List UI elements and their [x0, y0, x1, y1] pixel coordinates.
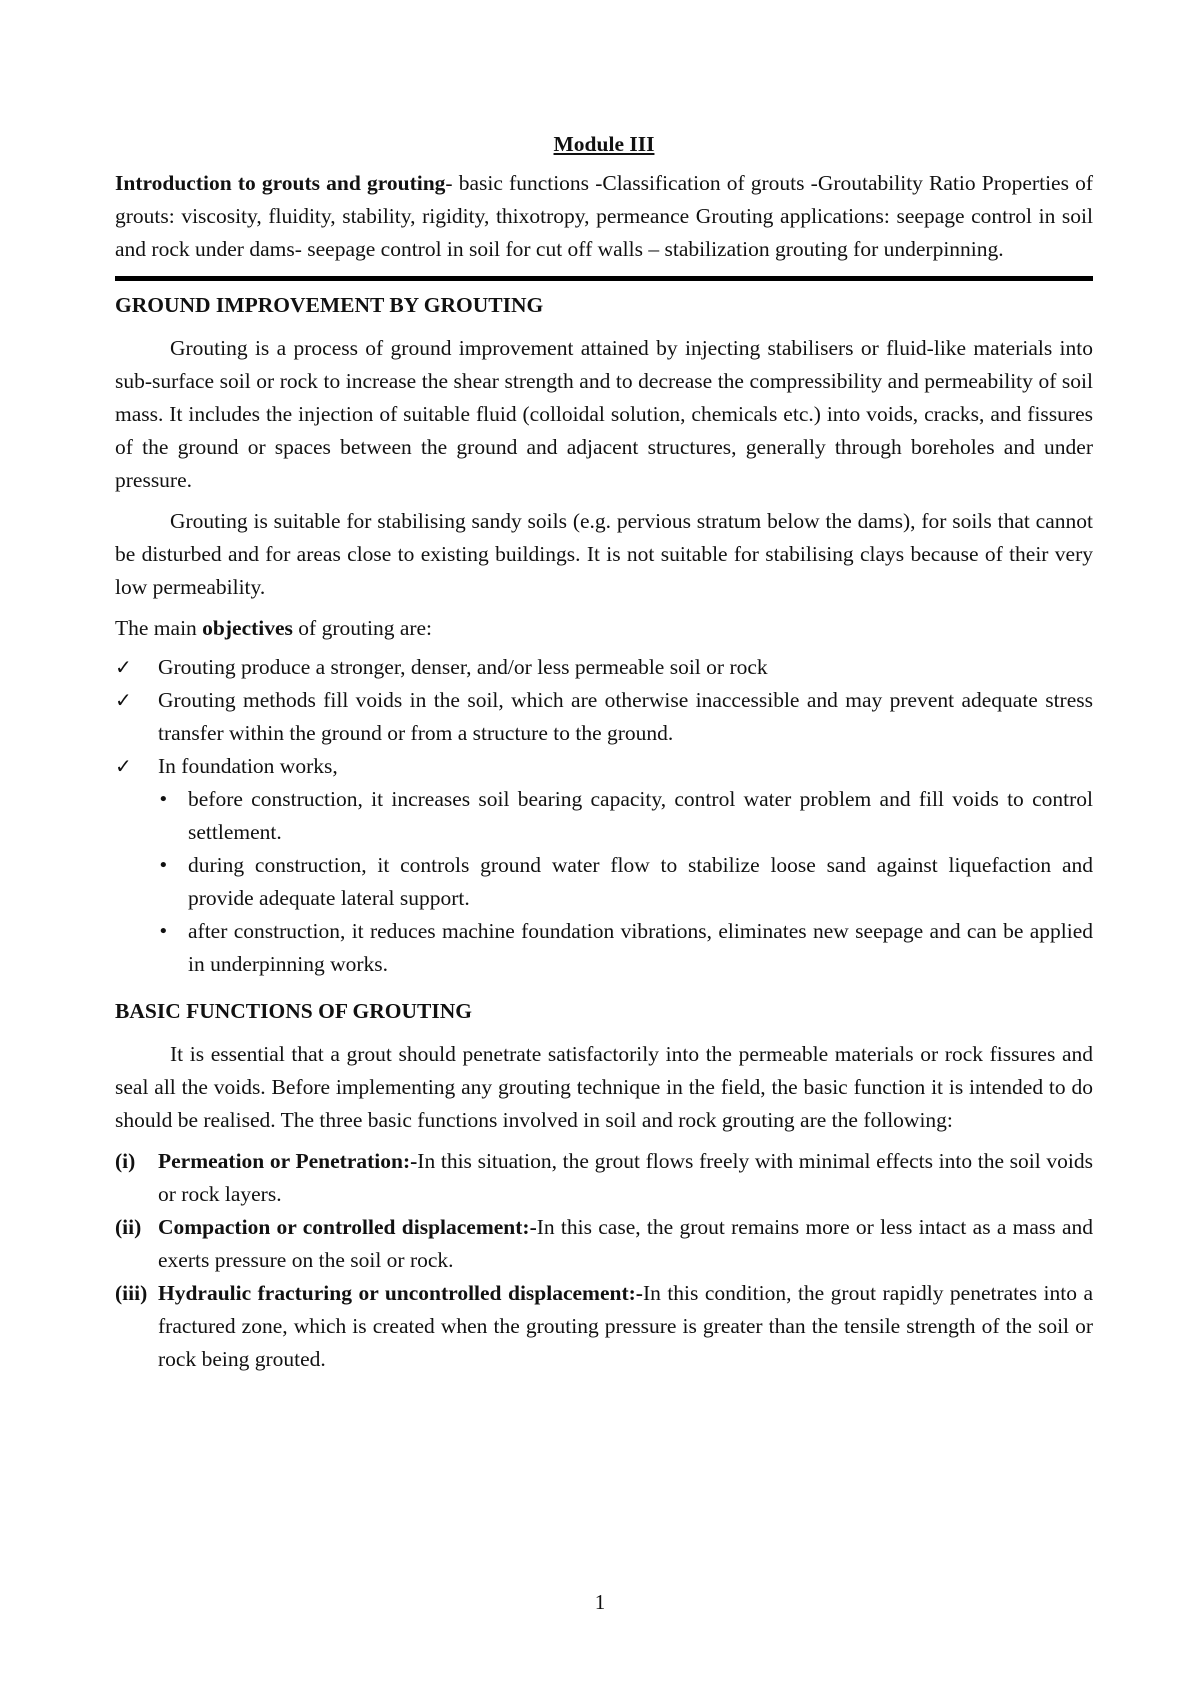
objectives-suffix: of grouting are:	[292, 616, 433, 640]
item-number: (i)	[115, 1149, 136, 1173]
section-heading-basic-functions: BASIC FUNCTIONS OF GROUTING	[115, 999, 472, 1023]
objective-text: Grouting methods fill voids in the soil, which are otherwise inaccessible and may prevent adequate stress transfer within the ground or from a structure to the ground.	[158, 688, 1093, 745]
paragraph-grouting-suitability: Grouting is suitable for stabilising sandy soils (e.g. pervious stratum below the dams), for soils that cannot be disturbed and for areas close to existing buildings. It is not suitable for stabilising clays because of their very low permeability.	[115, 509, 1093, 599]
foundation-works-list	[115, 783, 1093, 981]
list-item	[158, 915, 1093, 981]
section-heading-ground-improvement: GROUND IMPROVEMENT BY GROUTING	[115, 293, 544, 317]
intro-text: - basic functions -Classification of grouts -Groutability Ratio Properties of grouts: viscosity, fluidity, stability, rigidity, thixotropy, permeance Grouting applications: seepage control in soil and rock under dams- seepage control in soil for cut off walls – stabilization grouting for underpinning.	[115, 171, 1093, 261]
function-title: Compaction or controlled displacement:-	[158, 1215, 537, 1239]
paragraph-grouting-definition: Grouting is a process of ground improvement attained by injecting stabilisers or fluid-like materials into sub-surface soil or rock to increase the shear strength and to decrease the compressibility and permeability of soil mass. It includes the injection of suitable fluid (colloidal solution, chemicals etc.) into voids, cracks, and fissures of the ground or spaces between the ground and adjacent structures, generally through boreholes and under pressure.	[115, 336, 1093, 492]
checkmark-icon: ✓	[115, 655, 132, 679]
item-number: (iii)	[115, 1281, 148, 1305]
intro-bold-lead: Introduction to grouts and grouting	[115, 171, 446, 195]
intro-paragraph	[115, 167, 1093, 266]
list-item	[115, 1211, 1093, 1277]
foundation-point-text: during construction, it controls ground water flow to stabilize loose sand against liquefaction and provide adequate lateral support.	[188, 853, 1093, 910]
bullet-icon: •	[158, 921, 169, 942]
list-item	[115, 750, 1093, 783]
list-item	[158, 849, 1093, 915]
foundation-point-text: before construction, it increases soil bearing capacity, control water problem and fill voids to control settlement.	[188, 787, 1093, 844]
page-number: 1	[594, 1590, 606, 1614]
list-item	[115, 1145, 1093, 1211]
function-text: In this condition, the grout rapidly penetrates into a fractured zone, which is created when the grouting pressure is greater than the tensile strength of the soil or rock being grouted.	[158, 1281, 1093, 1371]
list-item	[115, 684, 1093, 750]
function-text: In this situation, the grout flows freely with minimal effects into the soil voids or rock layers.	[158, 1149, 1093, 1206]
page-content	[115, 128, 1093, 1376]
function-title: Permeation or Penetration:-	[158, 1149, 418, 1173]
list-item	[158, 783, 1093, 849]
checkmark-icon: ✓	[115, 688, 132, 712]
objectives-intro	[115, 612, 1093, 645]
objective-text: In foundation works,	[158, 754, 338, 778]
foundation-point-text: after construction, it reduces machine foundation vibrations, eliminates new seepage and can be applied in underpinning works.	[188, 919, 1093, 976]
horizontal-rule	[115, 276, 1093, 281]
objectives-prefix: The main	[115, 616, 203, 640]
objectives-bold: objectives	[202, 616, 293, 640]
module-title: Module III	[553, 132, 655, 156]
function-text: In this case, the grout remains more or less intact as a mass and exerts pressure on the soil or rock.	[158, 1215, 1093, 1272]
function-title: Hydraulic fracturing or uncontrolled displacement:-	[158, 1281, 643, 1305]
list-item	[115, 651, 1093, 684]
list-item	[115, 1277, 1093, 1376]
item-number: (ii)	[115, 1215, 142, 1239]
spacer	[115, 981, 1093, 987]
objective-text: Grouting produce a stronger, denser, and/or less permeable soil or rock	[158, 655, 768, 679]
bullet-icon: •	[158, 855, 169, 876]
objectives-list	[115, 651, 1093, 783]
basic-functions-list	[115, 1145, 1093, 1376]
paragraph-basic-functions: It is essential that a grout should penetrate satisfactorily into the permeable materials or rock fissures and seal all the voids. Before implementing any grouting technique in the field, the basic function it is intended to do should be realised. The three basic functions involved in soil and rock grouting are the following:	[115, 1042, 1093, 1132]
checkmark-icon: ✓	[115, 754, 132, 778]
bullet-icon: •	[158, 789, 169, 810]
